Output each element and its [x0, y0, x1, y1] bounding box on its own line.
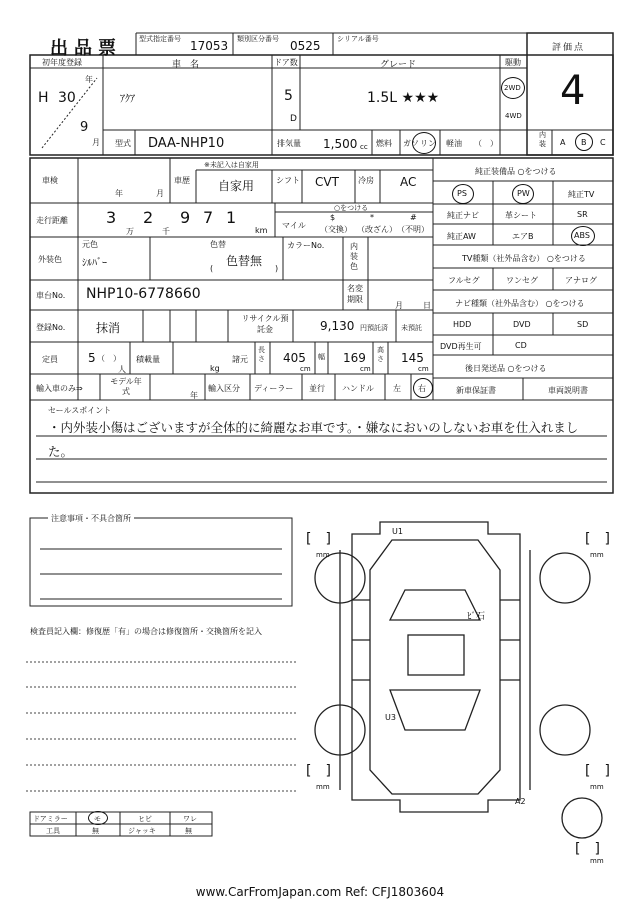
car-name-label: 車 名 — [172, 60, 200, 70]
cd-label: CD — [515, 341, 527, 350]
rating-value: 4 — [560, 68, 586, 114]
name-change-month: 月 — [395, 301, 403, 310]
bracket-fl: [ ] — [306, 531, 331, 547]
delivery-manual: 車両説明書 — [548, 386, 588, 395]
grade-label: グレード — [380, 60, 417, 70]
history-value: 自家用 — [218, 179, 255, 193]
first-reg-year: 30 — [58, 90, 76, 106]
exterior-label: 外装色 — [38, 255, 62, 264]
tools-tools-val: 無 — [92, 827, 99, 835]
length-unit: cm — [300, 365, 311, 373]
mileage-digit-5: 1 — [226, 208, 237, 227]
equip-sr: SR — [577, 210, 588, 219]
model-type: DAA-NHP10 — [148, 136, 225, 151]
tools-jack-val: 無 — [185, 827, 192, 835]
mm-fr: mm — [590, 551, 604, 559]
history-label: 車歴 — [174, 176, 190, 185]
displacement-unit: cc — [360, 143, 368, 151]
equip-pw: PW — [517, 189, 530, 198]
drive-2wd-circle — [501, 77, 525, 99]
bracket-rr: [ ] — [585, 763, 610, 779]
paren-close: ) — [275, 264, 279, 273]
mileage-swap-sym: $ — [330, 213, 336, 222]
fuel-paren-close: ） — [490, 139, 498, 148]
capacity: 5 — [88, 351, 96, 365]
capacity-paren: （ ） — [97, 354, 121, 363]
inspection-label: 車検 — [42, 176, 58, 185]
tv-oneseg: ワンセグ — [506, 276, 538, 285]
interior-label: 内装 — [539, 131, 546, 148]
car-diagram — [315, 522, 602, 838]
interior-a: A — [560, 138, 566, 147]
fuel-circle — [412, 132, 436, 154]
length: 405 — [283, 351, 306, 365]
mileage-unknown-sym: # — [410, 213, 417, 222]
equip-airbag: エアB — [512, 232, 534, 241]
load-unit: kg — [210, 364, 220, 373]
grade: 1.5L ★★★ — [367, 90, 440, 106]
interior-b: B — [581, 138, 587, 147]
mileage-swap: （交換） — [320, 225, 352, 234]
fuel-diesel: 軽油 — [446, 139, 462, 148]
model-type-label: 型式 — [115, 139, 131, 148]
drive-2wd: 2WD — [504, 84, 521, 92]
name-change-label: 名変期限 — [347, 284, 363, 304]
fuel-rin: リン — [420, 139, 436, 148]
interior-b-circle — [575, 133, 593, 151]
ac-label: 冷房 — [358, 176, 374, 185]
paren-open: ( — [210, 264, 214, 273]
height-label: 高さ — [377, 346, 384, 363]
tools-mo-circle — [88, 811, 108, 825]
bracket-rl: [ ] — [306, 763, 331, 779]
model-cert-no: 17053 — [190, 39, 229, 53]
fuel-paren-open: （ — [474, 139, 482, 148]
height: 145 — [401, 351, 424, 365]
door-suffix: D — [290, 114, 297, 124]
model-year-label: モデル年式 — [110, 377, 142, 396]
navi-title: ナビ種類（社外品含む） ○をつける — [455, 299, 585, 308]
import-cat-label: 輸入区分 — [208, 384, 240, 393]
tools-h-mirror: ドアミラー — [33, 815, 68, 823]
drive-4wd: 4WD — [505, 112, 522, 120]
handle-left: 左 — [393, 384, 401, 393]
history-note: ※未記入は自家用 — [204, 161, 259, 169]
equip-ps: PS — [457, 189, 467, 198]
mileage-mile: マイル — [282, 221, 306, 230]
chassis-label: 車台No. — [36, 291, 66, 300]
mileage-circle-note: ○をつける — [334, 204, 369, 212]
chassis-value: NHP10-6778660 — [86, 286, 201, 302]
color-change-label: 色替 — [210, 240, 226, 249]
first-reg-label: 初年度登録 — [42, 58, 82, 67]
first-reg-month: 9 — [80, 120, 89, 135]
width-unit: cm — [360, 365, 371, 373]
caution-label: 注意事項・不具合箇所 — [48, 513, 134, 524]
recycle-value: 9,130 — [320, 319, 355, 333]
orig-color-label: 元色 — [82, 240, 98, 249]
mark-u3: U3 — [385, 713, 396, 722]
delivery-warranty: 新車保証書 — [456, 386, 496, 395]
handle-label: ハンドル — [342, 384, 374, 393]
displacement: 1,500 — [323, 137, 358, 151]
interior-c: C — [600, 138, 606, 147]
equipment-title: 純正装備品 ○をつける — [475, 167, 557, 176]
tv-title: TV種類（社外品含む） ○をつける — [462, 254, 586, 263]
mileage-km: km — [255, 226, 268, 235]
inspector-label: 検査員記入欄：修復歴「有」の場合は修復箇所・交換箇所を記入 — [30, 627, 262, 636]
mm-rr: mm — [590, 783, 604, 791]
bracket-fr: [ ] — [585, 531, 610, 547]
navi-dvd: DVD — [513, 320, 531, 329]
ac-value: AC — [400, 175, 417, 189]
category-label: 類別区分番号 — [237, 35, 279, 43]
year-unit: 年 — [85, 75, 93, 84]
reg-no: 抹消 — [96, 321, 121, 335]
mileage-sen: 千 — [162, 227, 170, 236]
equip-ps-circle — [452, 184, 474, 204]
mileage-digit-4: 7 — [203, 208, 214, 227]
fuel-gas: ガソ — [403, 139, 419, 148]
capacity-label: 定員 — [42, 355, 58, 364]
mm-spare: mm — [590, 857, 604, 865]
delivery-title: 後日発送品 ○をつける — [465, 364, 547, 373]
mileage-label: 走行距離 — [36, 216, 68, 225]
era: H — [38, 90, 49, 106]
capacity-unit: 人 — [118, 365, 126, 374]
tv-analog: アナログ — [565, 276, 597, 285]
dims-label: 諸元 — [232, 355, 248, 364]
sales-point-label: セールスポイント — [48, 406, 112, 415]
handle-right: 右 — [418, 384, 426, 393]
mark-u1: U1 — [392, 527, 403, 536]
mileage-tamper: （改ざん） — [357, 225, 397, 234]
mark-a2: A2 — [515, 797, 526, 806]
mm-fl: mm — [316, 551, 330, 559]
equip-navi: 純正ナビ — [447, 211, 479, 220]
sales-point-line2: た。 — [48, 444, 74, 459]
dealer-label: ディーラー — [254, 384, 294, 393]
watermark: www.CarFromJapan.com Ref: CFJ1803604 — [195, 885, 445, 899]
mileage-tamper-sym: * — [370, 213, 374, 222]
form-title: 出品票 — [50, 38, 122, 59]
doors: 5 — [284, 88, 293, 104]
load-label: 積載量 — [136, 355, 160, 364]
fuel-label: 燃料 — [376, 139, 392, 148]
reg-no-label: 登録No. — [36, 323, 66, 332]
recycle-unit: 円預託済 — [360, 324, 388, 332]
name-change-day: 日 — [423, 301, 431, 310]
mark-chip: ﾋﾞ石 — [467, 612, 486, 622]
mileage-digit-1: 3 — [106, 208, 117, 227]
interior-color-label: 内装色 — [350, 242, 358, 271]
shift-value: CVT — [315, 175, 339, 189]
width-label: 幅 — [318, 353, 325, 361]
serial-label: シリアル番号 — [337, 35, 379, 43]
inspection-year-unit: 年 — [115, 189, 123, 198]
color-no-label: カラーNo. — [287, 241, 325, 250]
mileage-digit-3: 9 — [180, 208, 191, 227]
mileage-man: 万 — [126, 227, 134, 236]
tv-fullseg: フルセグ — [448, 276, 480, 285]
equip-leather: 革シート — [505, 211, 537, 220]
doors-label: ドア数 — [274, 58, 298, 67]
mileage-digit-2: 2 — [143, 208, 154, 227]
length-label: 長さ — [258, 346, 265, 363]
width: 169 — [343, 351, 366, 365]
equip-abs: ABS — [574, 231, 590, 240]
import-label: 輸入車のみ⇒ — [36, 384, 83, 393]
navi-sd: SD — [577, 320, 589, 329]
parallel-label: 並行 — [309, 384, 325, 393]
rating-label: 評価点 — [552, 43, 586, 53]
equip-aw: 純正AW — [447, 232, 476, 241]
bracket-spare: [ ] — [575, 841, 600, 857]
tools-h-break: ワレ — [183, 815, 197, 823]
drive-label: 駆動 — [505, 58, 521, 67]
recycle-unpaid: 未預託 — [401, 324, 422, 332]
recycle-label: リサイクル預託金 — [241, 314, 289, 334]
equip-tv: 純正TV — [568, 190, 595, 199]
model-year-unit: 年 — [190, 391, 198, 400]
model-cert-label: 型式指定番号 — [139, 35, 181, 43]
sales-point-line1: ・内外装小傷はございますが全体的に綺麗なお車です。・嫌なにおいのしないお車を仕入れまし — [48, 420, 579, 435]
inspection-month-unit: 月 — [156, 189, 164, 198]
navi-hdd: HDD — [453, 320, 472, 329]
shift-label: シフト — [276, 176, 300, 185]
tools-h-mo: モ — [94, 815, 101, 823]
tools-jack: ジャッキ — [128, 827, 156, 835]
month-unit: 月 — [92, 138, 100, 147]
mm-rl: mm — [316, 783, 330, 791]
tools-h-crack: ヒビ — [138, 815, 152, 823]
car-name: ｱｸｱ — [120, 94, 135, 105]
category-no: 0525 — [290, 39, 321, 53]
tools-tools: 工具 — [46, 827, 60, 835]
color-change: 色替無 — [226, 254, 263, 268]
height-unit: cm — [418, 365, 429, 373]
handle-right-circle — [413, 378, 433, 398]
dvd-playable: DVD再生可 — [440, 342, 482, 351]
equip-pw-circle — [512, 184, 534, 204]
displacement-label: 排気量 — [277, 139, 301, 148]
orig-color: ｼﾙﾊﾞｰ — [82, 258, 107, 269]
equip-abs-circle — [571, 226, 595, 246]
mileage-unknown: （不明） — [397, 225, 429, 234]
